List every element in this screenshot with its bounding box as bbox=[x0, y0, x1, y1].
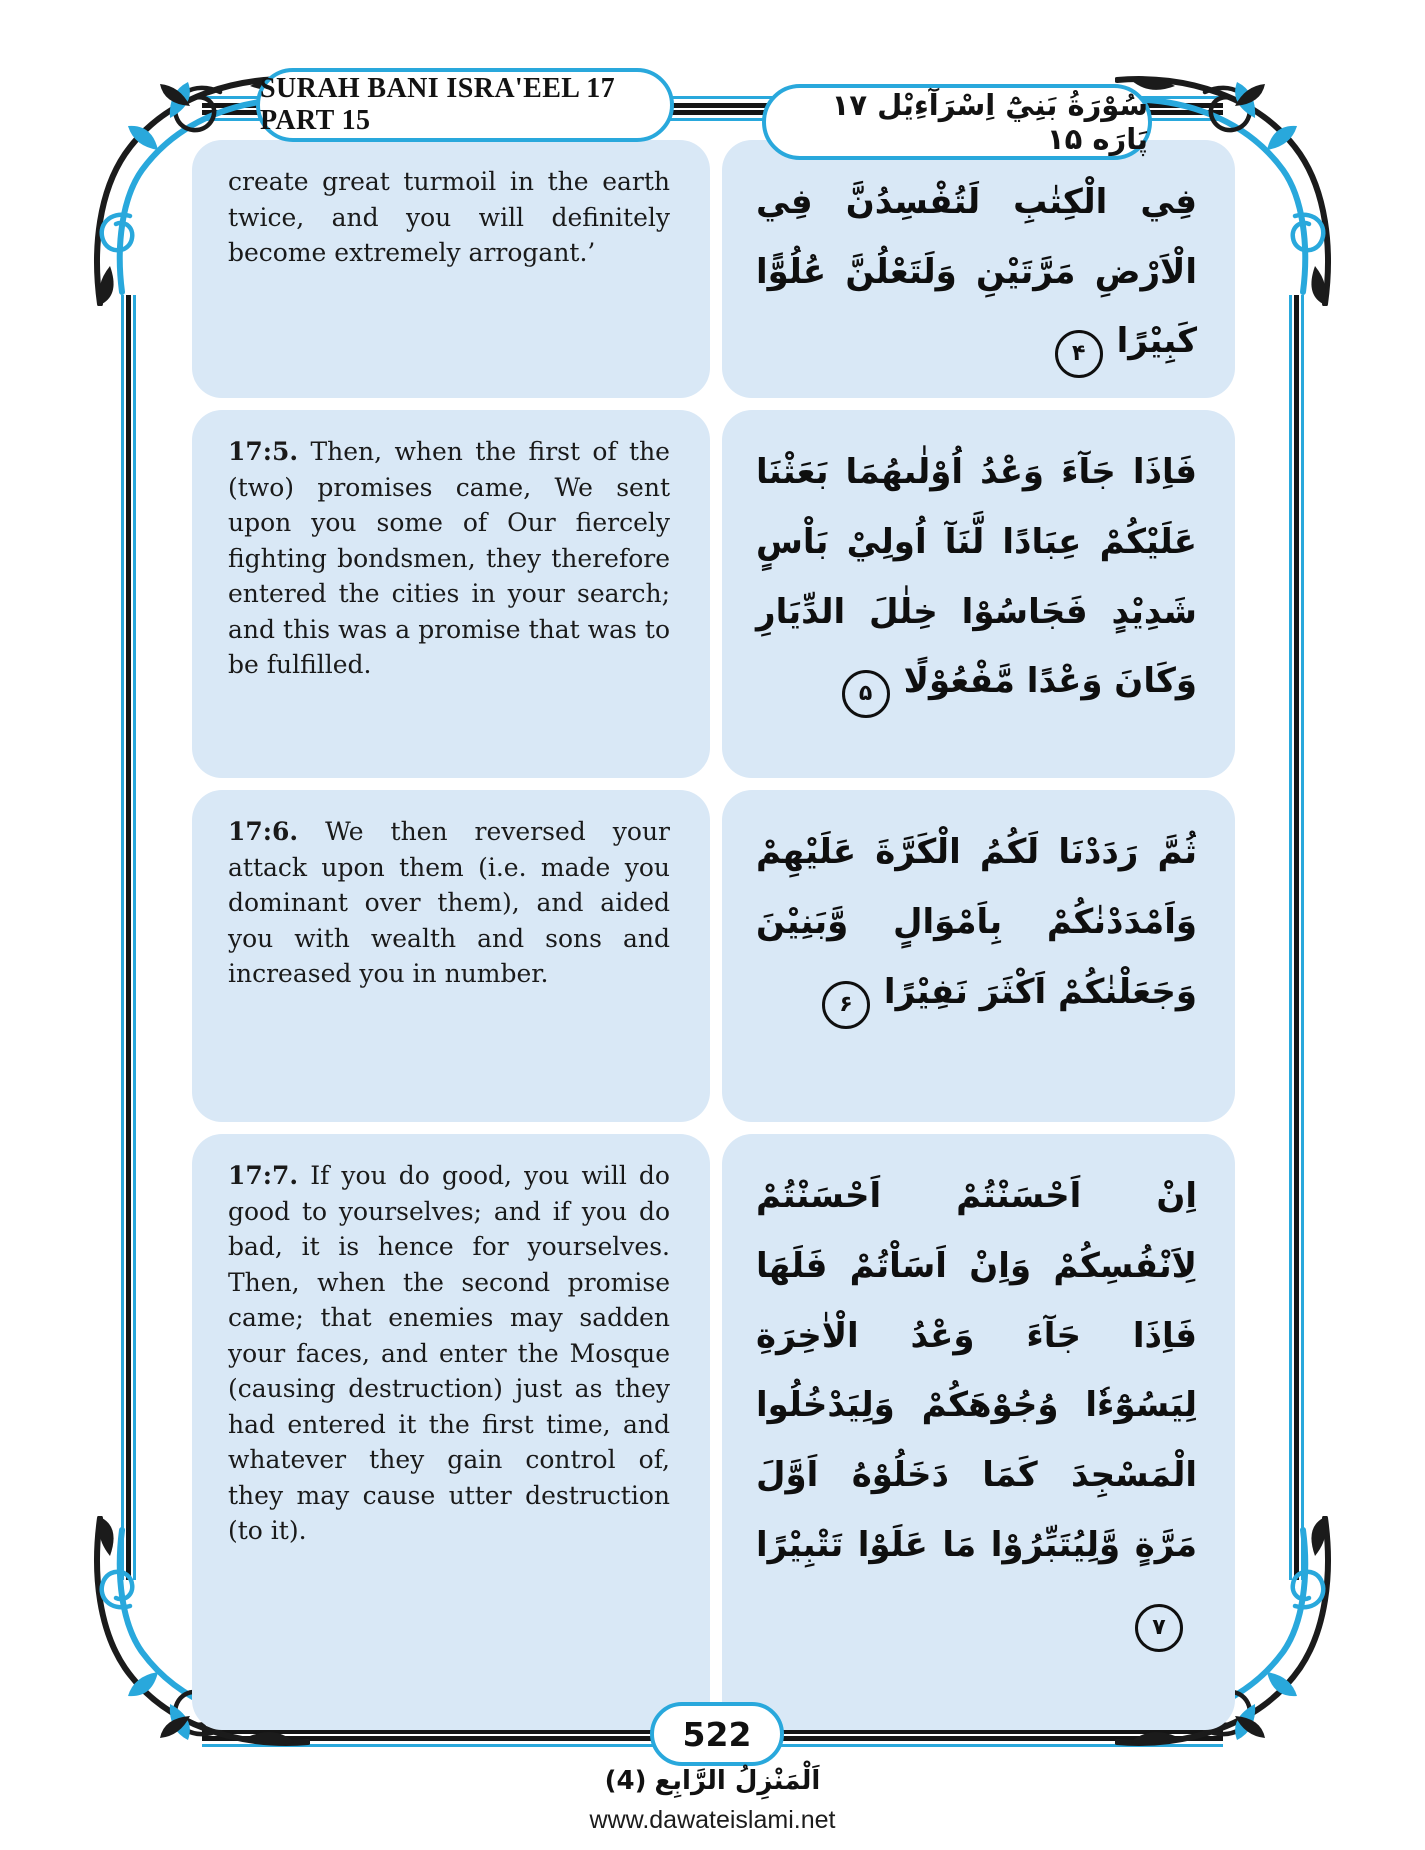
arabic-text: اِنْ اَحْسَنْتُمْ اَحْسَنْتُمْ لِاَنْفُسِكُمْ وَاِنْ اَسَاْتُمْ فَلَهَا فَاِذَا جَآءَ وَعْدُ الْاٰخِرَةِ لِيَسُوْٓءٗا وُجُوْهَكُمْ وَلِيَدْخُلُوا الْمَسْجِدَ كَمَا دَخَلُوْهُ اَوَّلَ مَرَّةٍ وَّلِيُتَبِّرُوْا مَا عَلَوْا تَتْبِيْرًا bbox=[756, 1176, 1197, 1565]
verse-text-arabic bbox=[756, 1162, 1197, 1651]
manzil-arabic-text: اَلْمَنْزِلُ الرَّابِع bbox=[654, 1766, 821, 1796]
verse-number: 17:6. bbox=[228, 817, 299, 847]
border-line-left-black bbox=[126, 295, 131, 1580]
ayah-number-circle: ۵ bbox=[842, 670, 890, 718]
verse-text-english bbox=[228, 1158, 670, 1549]
verse-text-arabic bbox=[756, 818, 1197, 1028]
translation-box-17-4 bbox=[192, 140, 710, 398]
verse-text-english bbox=[228, 434, 670, 683]
website-text: www.dawateislami.net bbox=[589, 1806, 836, 1834]
surah-title-banner-english bbox=[256, 68, 674, 142]
surah-title-english: SURAH BANI ISRA'EEL 17 PART 15 bbox=[260, 73, 615, 136]
border-line-left-inner bbox=[133, 295, 136, 1580]
arabic-text: ثُمَّ رَدَدْنَا لَكُمُ الْكَرَّةَ عَلَيْهِمْ وَاَمْدَدْنٰكُمْ بِاَمْوَالٍ وَّبَنِيْنَ وَجَعَلْنٰكُمْ اَكْثَرَ نَفِيْرًا bbox=[756, 832, 1197, 1012]
verse-text-arabic bbox=[756, 168, 1197, 378]
verse-number: 17:7. bbox=[228, 1161, 299, 1191]
ayah-number-circle: ۶ bbox=[822, 981, 870, 1029]
english-text: We then reversed your attack upon them (i.e. made you dominant over them), and aided you with wealth and sons and increased you in number. bbox=[228, 817, 670, 989]
border-line-right-black bbox=[1294, 295, 1299, 1580]
translation-box-17-7 bbox=[192, 1134, 710, 1730]
verse-text-english bbox=[228, 814, 670, 992]
manzil-number: ( 4 ) bbox=[605, 1766, 647, 1796]
surah-title-arabic: سُوْرَةُ بَنِيْٓ اِسْرَآءِيْل ۱۷ پَارَه ۱۵ bbox=[831, 88, 1148, 156]
translation-box-17-6 bbox=[192, 790, 710, 1122]
english-text: Then, when the first of the (two) promises came, We sent upon you some of Our fiercely fighting bondsmen, they therefore entered the cities in your search; and this was a promise that was to be fulfilled. bbox=[228, 437, 670, 680]
english-text: If you do good, you will do good to yourselves; and if you do bad, it is hence for yourselves. Then, when the second promise came; that enemies may sadden your faces, and enter the Mosque (causing destruction) just as they had entered it the first time, and whatever they gain control of, they may cause utter destruction (to it). bbox=[228, 1161, 670, 1546]
verse-grid bbox=[192, 140, 1235, 1730]
website-url bbox=[0, 1806, 1425, 1835]
english-text: create great turmoil in the earth twice, and you will definitely become extremely arrogant.’ bbox=[228, 167, 670, 267]
verse-text-english bbox=[228, 164, 670, 271]
surah-title-banner-arabic bbox=[762, 84, 1152, 160]
arabic-text: فِي الْكِتٰبِ لَتُفْسِدُنَّ فِي الْاَرْضِ مَرَّتَيْنِ وَلَتَعْلُنَّ عُلُوًّا كَبِيْرًا bbox=[756, 182, 1197, 362]
border-line-right-inner bbox=[1289, 295, 1292, 1580]
arabic-box-17-4 bbox=[722, 140, 1235, 398]
page-number-badge bbox=[650, 1702, 784, 1766]
border-line-right-outer bbox=[1301, 295, 1304, 1580]
border-line-left-outer bbox=[121, 295, 124, 1580]
arabic-box-17-6 bbox=[722, 790, 1235, 1122]
verse-text-arabic bbox=[756, 438, 1197, 718]
arabic-box-17-5 bbox=[722, 410, 1235, 778]
page-number: 522 bbox=[682, 1714, 752, 1754]
manzil-label bbox=[0, 1766, 1425, 1796]
arabic-box-17-7 bbox=[722, 1134, 1235, 1730]
ayah-number-circle: ۷ bbox=[1135, 1604, 1183, 1652]
verse-number: 17:5. bbox=[228, 437, 299, 467]
ayah-number-circle: ۴ bbox=[1055, 330, 1103, 378]
arabic-text: فَاِذَا جَآءَ وَعْدُ اُوْلٰىهُمَا بَعَثْنَا عَلَيْكُمْ عِبَادًا لَّنَآ اُولِيْ بَاْسٍ شَدِيْدٍ فَجَاسُوْا خِلٰلَ الدِّيَارِ وَكَانَ وَعْدًا مَّفْعُوْلًا bbox=[756, 452, 1197, 702]
translation-box-17-5 bbox=[192, 410, 710, 778]
